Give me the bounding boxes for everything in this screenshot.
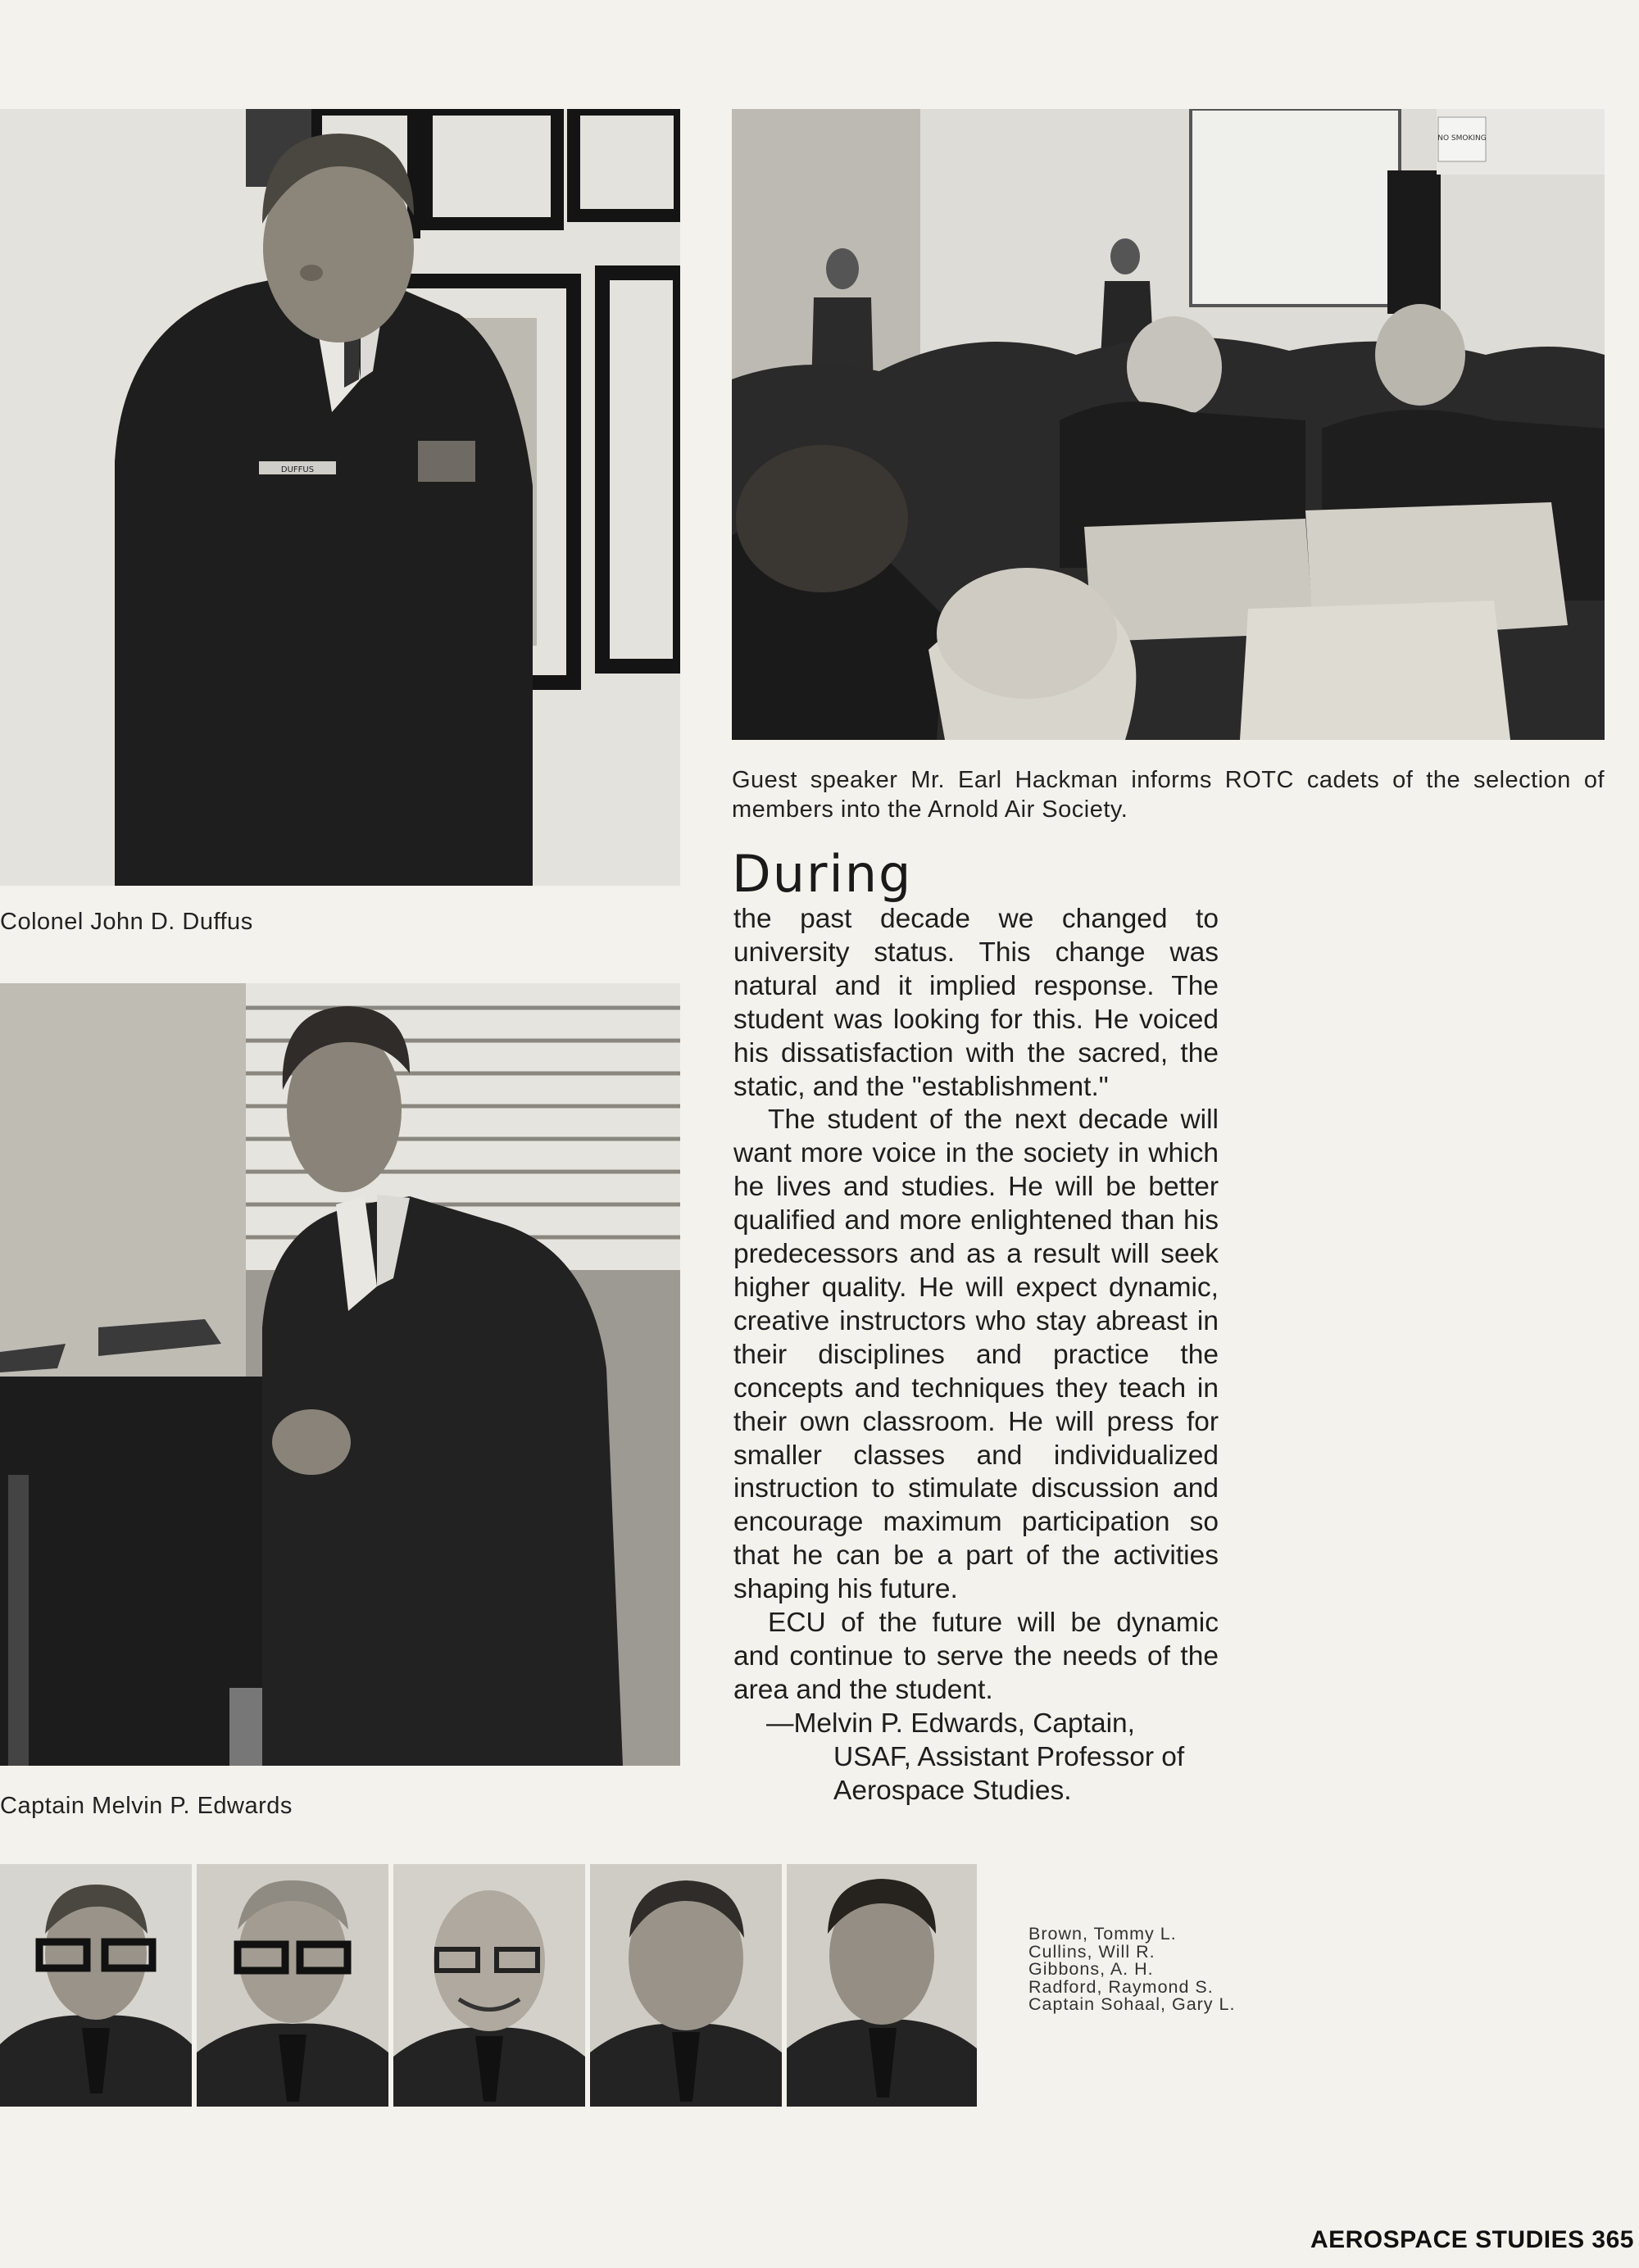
staff-name: Brown, Tommy L.: [1028, 1924, 1177, 1944]
photo-colonel-duffus: [0, 109, 680, 886]
staff-portraits: [0, 1864, 977, 2107]
page-footer: AEROSPACE STUDIES 365: [1310, 2226, 1634, 2253]
no-smoking-sign-text: NO SMOKING: [1437, 134, 1487, 143]
caption-colonel: Colonel John D. Duffus: [0, 909, 253, 935]
caption-guest-speaker: Guest speaker Mr. Earl Hackman informs ROTC cadets of the selection of members into the Arnold Air Society.: [732, 767, 1605, 823]
photo-captain-edwards: [0, 983, 680, 1766]
staff-name: Gibbons, A. H.: [1028, 1959, 1154, 1979]
caption-edwards: Captain Melvin P. Edwards: [0, 1793, 293, 1819]
staff-name-list: [1028, 1926, 1235, 2014]
article-paragraph-3: ECU of the future will be dynamic and continue to serve the needs of the area and the student.: [733, 1608, 1219, 1705]
portrait-gibbons: [393, 1864, 585, 2107]
portrait-sohaal: [787, 1864, 977, 2107]
staff-name: Cullins, Will R.: [1028, 1941, 1155, 1962]
article-paragraph-2: The student of the next decade will want more voice in the society in which he lives and studies. He will be better qualified and more enlightened than his predecessors and as a result will seek higher quality. He will expect dynamic, creative instructors who stay abreast in their disciplines and practice the concepts and techniques they teach in their own classroom. He will press for smaller classes and individualized instruction to stimulate discussion and encourage maximum participation so that he can be a part of the activities shaping his future.: [733, 1105, 1219, 1605]
staff-name: Radford, Raymond S.: [1028, 1976, 1214, 1997]
name-tag-text: DUFFUS: [280, 465, 315, 474]
article-paragraph-1: the past decade we changed to university status. This change was natural and it implied response. The student was looking for this. He voiced his dissatisfaction with the sacred, the static, and the "establishment.": [733, 904, 1219, 1102]
article-headline: During: [732, 844, 913, 904]
portrait-brown: [0, 1864, 192, 2107]
staff-name: Captain Sohaal, Gary L.: [1028, 1994, 1236, 2014]
article-body: [733, 903, 1219, 1808]
article-signature: —Melvin P. Edwards, Captain, USAF, Assistant Professor of Aerospace Studies.: [766, 1708, 1185, 1806]
portrait-radford: [590, 1864, 782, 2107]
portrait-cullins: [197, 1864, 388, 2107]
photo-guest-speaker: [732, 109, 1605, 740]
